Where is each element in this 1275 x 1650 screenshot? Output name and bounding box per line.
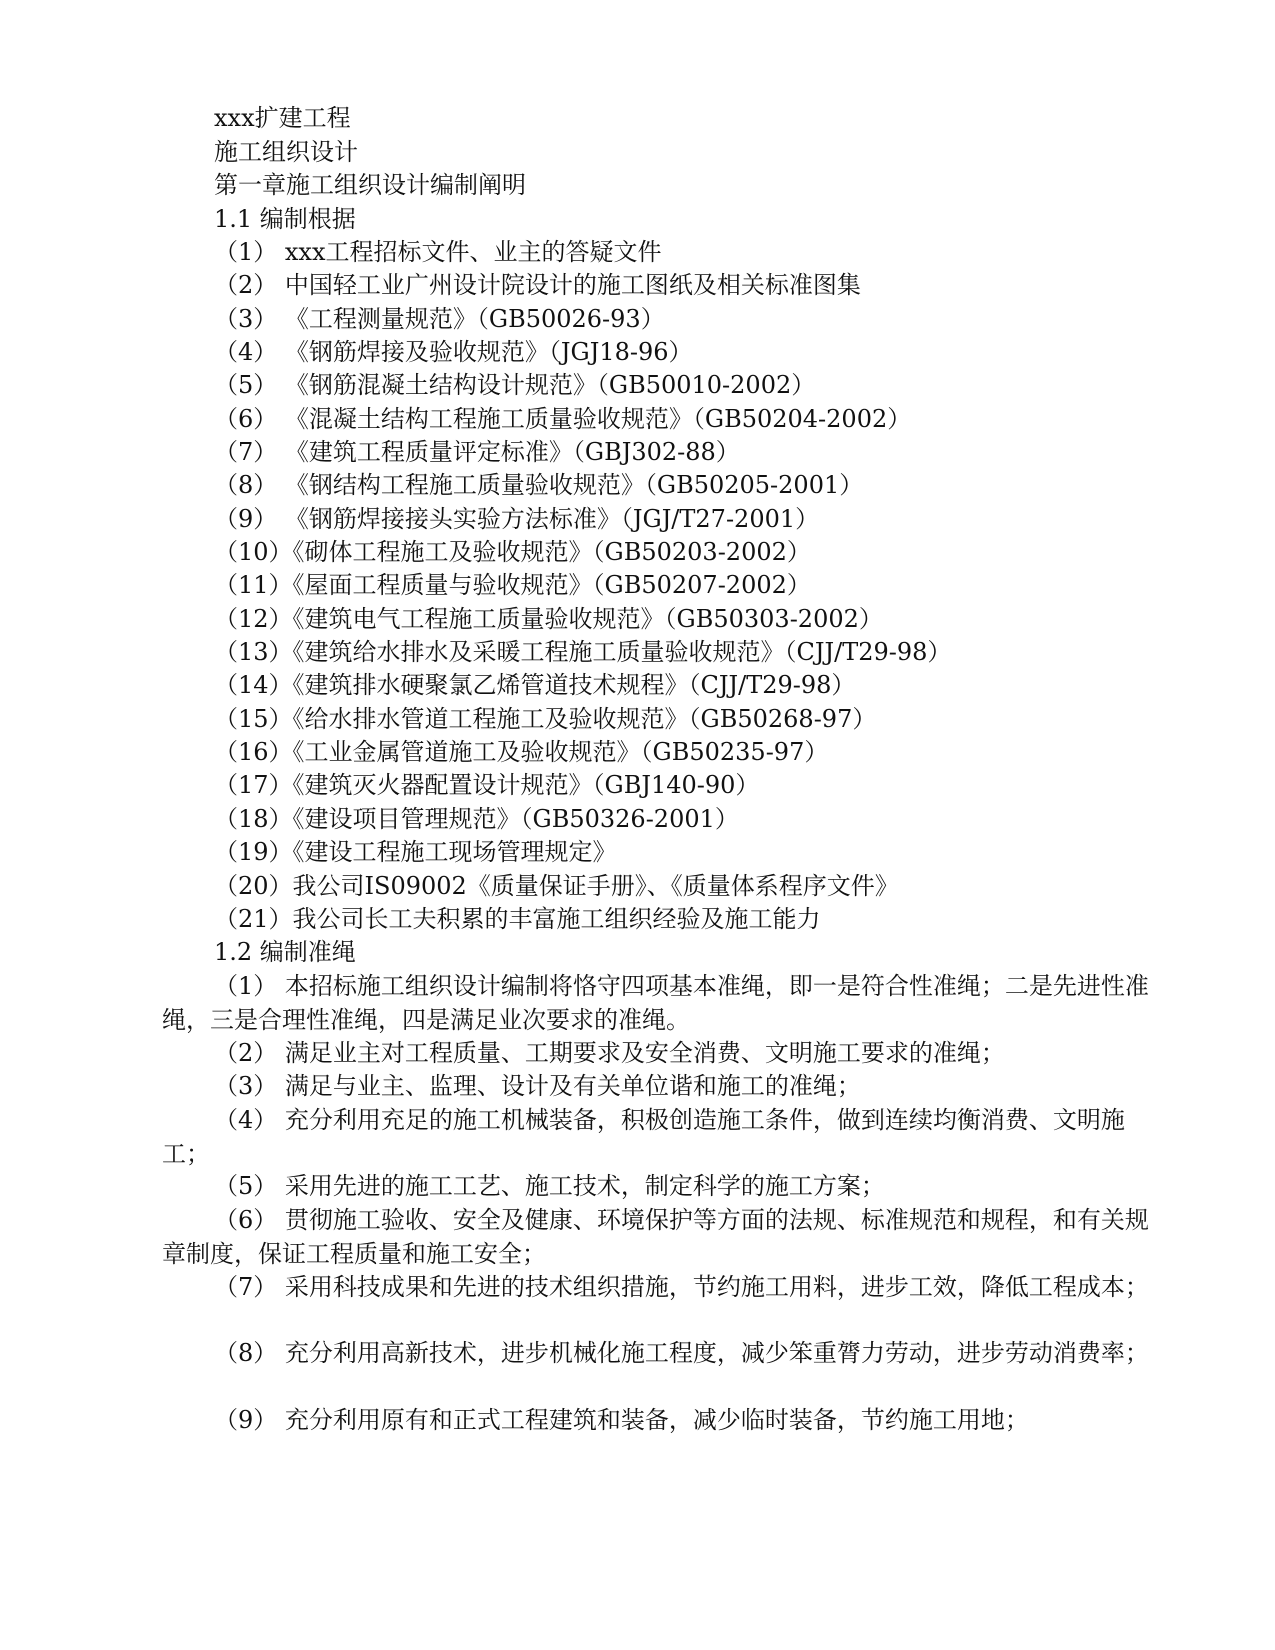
principle-item: （8） 充分利用高新技术，进步机械化施工程度，减少笨重膂力劳动，进步劳动消费率；: [214, 1339, 1149, 1367]
project-title: xxx扩建工程: [214, 104, 351, 132]
section-1-2-heading: 1.2 编制准绳: [214, 938, 356, 966]
reference-item: （18）《建设项目管理规范》（GB50326-2001）: [214, 805, 739, 833]
principle-item: （1） 本招标施工组织设计编制将恪守四项基本准绳，即一是符合性准绳；二是先进性准绳，三是合理性准绳，四是满足业次要求的准绳。: [162, 972, 1149, 1034]
reference-item: （6） 《混凝土结构工程施工质量验收规范》（GB50204-2002）: [214, 405, 912, 433]
reference-item: （21）我公司长工夫积累的丰富施工组织经验及施工能力: [214, 905, 821, 933]
principle-item: （7） 采用科技成果和先进的技术组织措施，节约施工用料，进步工效，降低工程成本；: [214, 1273, 1149, 1301]
reference-item: （15）《给水排水管道工程施工及验收规范》（GB50268-97）: [214, 705, 877, 733]
reference-item: （17）《建筑灭火器配置设计规范》（GBJ140-90）: [214, 771, 760, 799]
principle-item: （4） 充分利用充足的施工机械装备，积极创造施工条件，做到连续均衡消费、文明施工；: [162, 1106, 1125, 1168]
principle-item: （2） 满足业主对工程质量、工期要求及安全消费、文明施工要求的准绳；: [214, 1039, 1005, 1067]
principle-item: （6） 贯彻施工验收、安全及健康、环境保护等方面的法规、标准规范和规程，和有关规章制度，保证工程质量和施工安全；: [162, 1206, 1149, 1268]
principle-item: （9） 充分利用原有和正式工程建筑和装备，减少临时装备，节约施工用地；: [214, 1406, 1029, 1434]
reference-item: （8） 《钢结构工程施工质量验收规范》（GB50205-2001）: [214, 471, 864, 499]
reference-item: （3） 《工程测量规范》（GB50026-93）: [214, 305, 665, 333]
reference-item: （19）《建设工程施工现场管理规定》: [214, 838, 617, 866]
reference-item: （12）《建筑电气工程施工质量验收规范》（GB50303-2002）: [214, 605, 883, 633]
reference-item: （10）《砌体工程施工及验收规范》（GB50203-2002）: [214, 538, 811, 566]
reference-item: （4） 《钢筋焊接及验收规范》（JGJ18-96）: [214, 338, 693, 366]
reference-item: （9） 《钢筋焊接接头实验方法标准》（JGJ/T27-2001）: [214, 505, 820, 533]
reference-item: （13）《建筑给水排水及采暖工程施工质量验收规范》（CJJ/T29-98）: [214, 638, 952, 666]
reference-item: （2） 中国轻工业广州设计院设计的施工图纸及相关标准图集: [214, 271, 861, 299]
principle-item: （3） 满足与业主、监理、设计及有关单位谐和施工的准绳；: [214, 1072, 861, 1100]
section-1-1-heading: 1.1 编制根据: [214, 205, 356, 233]
document-title: 施工组织设计: [214, 138, 358, 166]
reference-item: （7） 《建筑工程质量评定标准》（GBJ302-88）: [214, 438, 740, 466]
reference-item: （14）《建筑排水硬聚氯乙烯管道技术规程》（CJJ/T29-98）: [214, 671, 856, 699]
reference-item: （5） 《钢筋混凝土结构设计规范》（GB50010-2002）: [214, 371, 816, 399]
reference-item: （1） xxx工程招标文件、业主的答疑文件: [214, 238, 662, 266]
reference-item: （16）《工业金属管道施工及验收规范》（GB50235-97）: [214, 738, 829, 766]
reference-item: （11）《屋面工程质量与验收规范》（GB50207-2002）: [214, 571, 811, 599]
reference-item: （20）我公司IS09002《质量保证手册》、《质量体系程序文件》: [214, 872, 899, 900]
chapter-title: 第一章施工组织设计编制阐明: [214, 171, 526, 199]
principle-item: （5） 采用先进的施工工艺、施工技术，制定科学的施工方案；: [214, 1172, 885, 1200]
